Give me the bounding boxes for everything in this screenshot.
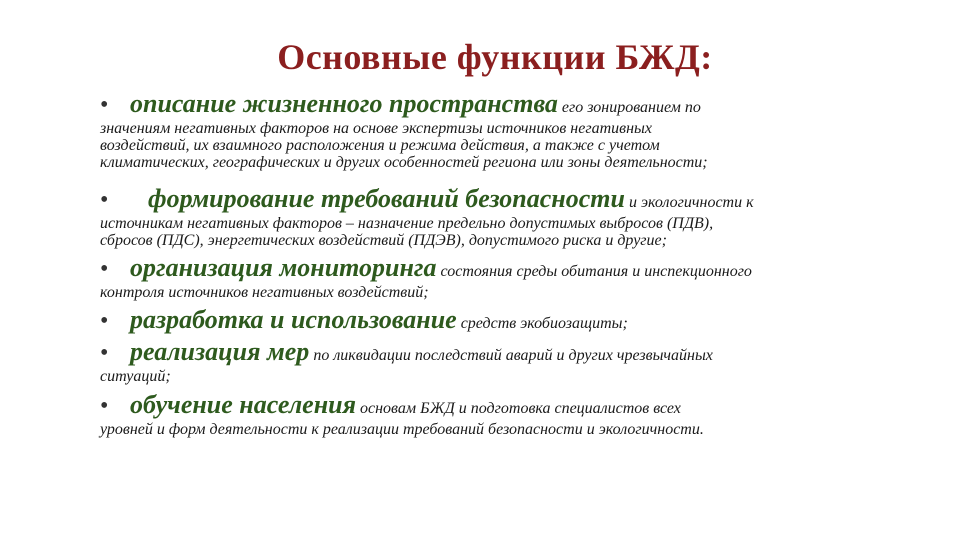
item-heading: разработка и использование xyxy=(130,305,457,334)
item-text-start: его зонированием по xyxy=(557,99,701,116)
list-item xyxy=(100,305,890,336)
item-text-line: значениям негативных факторов на основе экспертизы источников негативных xyxy=(100,120,652,137)
item-text-line: сбросов (ПДС), энергетических воздействий (ПДЭВ), допустимого риска и другие; xyxy=(100,232,667,249)
item-heading: обучение населения xyxy=(130,390,356,419)
item-text-start: состояния среды обитания и инспекционного xyxy=(436,263,752,280)
item-text-start: средств экобиозащиты; xyxy=(456,315,628,332)
item-text-line: климатических, географических и других особенностей региона или зоны деятельности; xyxy=(100,154,708,171)
list-item xyxy=(100,253,890,301)
item-text-start: и экологичности к xyxy=(624,194,754,211)
list-item xyxy=(100,390,890,438)
bullet-icon: • xyxy=(100,187,109,213)
item-text-line: источникам негативных факторов – назначение предельно допустимых выбросов (ПДВ), xyxy=(100,215,714,232)
item-text-start: основам БЖД и подготовка специалистов всех xyxy=(356,400,681,417)
bullet-icon: • xyxy=(100,393,109,419)
bullet-icon: • xyxy=(100,256,109,282)
item-text-start: по ликвидации последствий аварий и других чрезвычайных xyxy=(309,347,713,364)
item-heading: реализация мер xyxy=(130,337,310,366)
item-heading: организация мониторинга xyxy=(130,253,437,282)
item-text-line: воздействий, их взаимного расположения и режима действия, а также с учетом xyxy=(100,137,660,154)
item-text-line: ситуаций; xyxy=(100,368,171,385)
bullet-icon: • xyxy=(100,308,109,334)
list-item xyxy=(100,337,890,385)
slide-title: Основные функции БЖД: xyxy=(277,37,713,77)
item-text-line: уровней и форм деятельности к реализации требований безопасности и экологичности. xyxy=(100,421,704,438)
bullet-icon: • xyxy=(100,92,109,118)
item-heading: описание жизненного пространства xyxy=(130,89,558,118)
bullet-icon: • xyxy=(100,340,109,366)
item-heading: формирование требований безопасности xyxy=(148,184,625,213)
list-item xyxy=(100,184,890,249)
list-item xyxy=(100,89,890,171)
item-text-line: контроля источников негативных воздействий; xyxy=(100,284,429,301)
